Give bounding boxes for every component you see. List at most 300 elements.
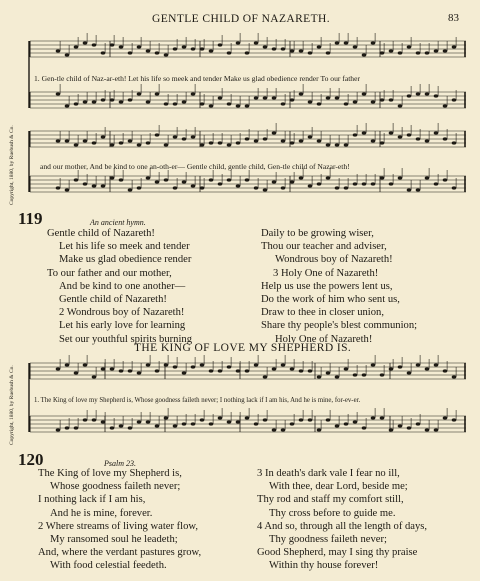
verse-line: 3 In death's dark vale I fear no ill, xyxy=(257,468,400,479)
note-head xyxy=(371,139,376,142)
note-head xyxy=(353,133,358,136)
note-head xyxy=(254,41,259,44)
verse-line: Make us glad obedience render xyxy=(59,254,192,266)
note-head xyxy=(362,373,367,376)
note-head xyxy=(209,49,214,52)
note-head xyxy=(344,41,349,44)
note-head xyxy=(353,420,358,423)
note-head xyxy=(56,139,61,142)
note-head xyxy=(83,182,88,185)
verse-line: With thee, dear Lord, beside me; xyxy=(269,481,408,493)
note-head xyxy=(173,365,178,368)
note-head xyxy=(173,135,178,138)
note-head xyxy=(182,100,187,103)
note-head xyxy=(398,424,403,427)
note-head xyxy=(191,184,196,187)
note-head xyxy=(317,428,322,431)
note-head xyxy=(83,100,88,103)
note-head xyxy=(236,420,241,423)
note-head xyxy=(65,104,70,107)
note-head xyxy=(299,92,304,95)
lyric-line-119-2: and our mother, And be kind to one an-oth-er— Gentle child, gentle child, Gen-tle child of Nazar-eth! xyxy=(40,162,350,171)
note-head xyxy=(335,186,340,189)
note-head xyxy=(407,45,412,48)
note-head xyxy=(425,51,430,54)
note-head xyxy=(65,139,70,142)
verse-line: Set our youthful spirits burning xyxy=(59,333,193,345)
note-head xyxy=(83,418,88,421)
note-head xyxy=(218,182,223,185)
note-head xyxy=(110,98,115,101)
verse-line: My ransomed soul he leadeth; xyxy=(50,534,178,546)
note-head xyxy=(164,416,169,419)
note-head xyxy=(326,176,331,179)
verse-column-119-left xyxy=(47,227,192,346)
note-head xyxy=(164,363,169,366)
note-head xyxy=(164,53,169,56)
note-head xyxy=(308,184,313,187)
note-head xyxy=(218,96,223,99)
note-head xyxy=(398,51,403,54)
note-head xyxy=(335,375,340,378)
verse-column-120-left xyxy=(38,467,201,573)
note-head xyxy=(425,367,430,370)
note-head xyxy=(110,426,115,429)
note-head xyxy=(137,92,142,95)
verse-line: Gentle child of Nazareth! xyxy=(59,294,167,306)
song-title-120: THE KING OF LOVE MY SHEPHERD IS. xyxy=(134,342,352,354)
verse-line: 2 Wondrous boy of Nazareth! xyxy=(59,307,185,319)
note-head xyxy=(110,43,115,46)
note-head xyxy=(245,137,250,140)
page-number: 83 xyxy=(448,12,459,24)
note-head xyxy=(155,92,160,95)
note-head xyxy=(200,47,205,50)
note-head xyxy=(119,424,124,427)
note-head xyxy=(398,135,403,138)
note-head xyxy=(119,100,124,103)
verse-line: Do the work of him who sent us, xyxy=(261,294,400,306)
note-head xyxy=(389,49,394,52)
note-head xyxy=(407,94,412,97)
note-head xyxy=(425,176,430,179)
note-head xyxy=(263,188,268,191)
note-head xyxy=(344,422,349,425)
note-head xyxy=(92,418,97,421)
note-head xyxy=(272,367,277,370)
note-head xyxy=(290,367,295,370)
note-head xyxy=(65,426,70,429)
note-head xyxy=(200,143,205,146)
note-head xyxy=(74,45,79,48)
note-head xyxy=(389,131,394,134)
note-head xyxy=(362,426,367,429)
note-head xyxy=(335,41,340,44)
note-head xyxy=(218,369,223,372)
note-head xyxy=(326,143,331,146)
note-head xyxy=(344,143,349,146)
note-head xyxy=(416,422,421,425)
note-head xyxy=(263,137,268,140)
note-head xyxy=(101,367,106,370)
verse-line: I nothing lack if I am his, xyxy=(38,494,146,506)
note-head xyxy=(290,422,295,425)
note-head xyxy=(407,426,412,429)
note-head xyxy=(227,365,232,368)
note-head xyxy=(182,422,187,425)
note-head xyxy=(272,428,277,431)
note-head xyxy=(272,131,277,134)
note-head xyxy=(155,51,160,54)
note-head xyxy=(425,92,430,95)
note-head xyxy=(92,141,97,144)
note-head xyxy=(353,182,358,185)
note-head xyxy=(317,182,322,185)
note-head xyxy=(146,100,151,103)
note-head xyxy=(353,373,358,376)
verse-line: Help us use the powers lent us, xyxy=(261,280,393,292)
note-head xyxy=(281,428,286,431)
note-head xyxy=(434,363,439,366)
note-head xyxy=(119,178,124,181)
note-head xyxy=(128,369,133,372)
note-head xyxy=(245,178,250,181)
note-head xyxy=(119,45,124,48)
verse-line: Let his life so meek and tender xyxy=(59,241,190,253)
note-head xyxy=(443,416,448,419)
note-head xyxy=(101,98,106,101)
verse-line: 2 Where streams of living water flow, xyxy=(38,520,199,532)
note-head xyxy=(407,133,412,136)
note-head xyxy=(443,178,448,181)
note-head xyxy=(137,143,142,146)
note-head xyxy=(281,102,286,105)
note-head xyxy=(335,424,340,427)
note-head xyxy=(173,102,178,105)
note-head xyxy=(452,45,457,48)
note-head xyxy=(254,422,259,425)
note-head xyxy=(182,180,187,183)
note-head xyxy=(308,135,313,138)
note-head xyxy=(452,186,457,189)
verse-line: 3 Holy One of Nazareth! xyxy=(273,267,379,279)
note-head xyxy=(416,188,421,191)
note-head xyxy=(344,186,349,189)
note-head xyxy=(191,135,196,138)
note-head xyxy=(209,178,214,181)
note-head xyxy=(389,182,394,185)
note-head xyxy=(389,367,394,370)
note-head xyxy=(209,422,214,425)
note-head xyxy=(128,188,133,191)
note-head xyxy=(443,49,448,52)
note-head xyxy=(137,186,142,189)
verse-line: Thy cross before to guide me. xyxy=(269,507,396,519)
note-head xyxy=(227,420,232,423)
note-head xyxy=(155,180,160,183)
note-head xyxy=(200,102,205,105)
note-head xyxy=(452,418,457,421)
verse-line: Draw to thee in closer union, xyxy=(261,307,384,319)
note-head xyxy=(290,180,295,183)
note-head xyxy=(65,363,70,366)
note-head xyxy=(254,363,259,366)
verse-line: Thou our teacher and adviser, xyxy=(261,241,387,253)
note-head xyxy=(137,45,142,48)
note-head xyxy=(74,178,79,181)
note-head xyxy=(155,424,160,427)
note-head xyxy=(83,41,88,44)
note-head xyxy=(299,418,304,421)
note-head xyxy=(119,369,124,372)
note-head xyxy=(281,47,286,50)
note-head xyxy=(245,51,250,54)
note-head xyxy=(56,49,61,52)
note-head xyxy=(407,188,412,191)
note-head xyxy=(263,375,268,378)
note-head xyxy=(191,365,196,368)
note-head xyxy=(353,100,358,103)
verse-line: Wondrous boy of Nazareth! xyxy=(275,254,393,266)
note-head xyxy=(137,371,142,374)
hymn-attribution-119: An ancient hymn. xyxy=(90,218,146,227)
note-head xyxy=(137,420,142,423)
note-head xyxy=(371,363,376,366)
note-head xyxy=(200,363,205,366)
note-head xyxy=(416,137,421,140)
note-head xyxy=(308,100,313,103)
note-head xyxy=(290,141,295,144)
note-head xyxy=(362,182,367,185)
note-head xyxy=(317,139,322,142)
note-head xyxy=(218,141,223,144)
note-head xyxy=(425,139,430,142)
note-head xyxy=(362,53,367,56)
note-head xyxy=(56,186,61,189)
verse-line: Share thy people's blest communion; xyxy=(261,320,418,332)
note-head xyxy=(263,418,268,421)
verse-line: Thy rod and staff my comfort still, xyxy=(257,494,404,506)
note-head xyxy=(191,47,196,50)
verse-line: With food celestial feedeth. xyxy=(50,560,167,572)
note-head xyxy=(146,420,151,423)
note-head xyxy=(101,184,106,187)
hymn-number-119: 119 xyxy=(18,209,43,228)
song-title-119: GENTLE CHILD OF NAZARETH. xyxy=(152,13,331,25)
note-head xyxy=(299,369,304,372)
note-head xyxy=(362,92,367,95)
note-head xyxy=(110,367,115,370)
note-head xyxy=(263,96,268,99)
note-head xyxy=(308,51,313,54)
note-head xyxy=(173,186,178,189)
note-head xyxy=(92,375,97,378)
lyric-line-119-1: 1. Gen-tle child of Naz-ar-eth! Let his life so meek and tender Make us glad obedience render To our father xyxy=(34,74,360,83)
note-head xyxy=(101,135,106,138)
note-head xyxy=(164,178,169,181)
note-head xyxy=(83,363,88,366)
note-head xyxy=(65,53,70,56)
note-head xyxy=(443,137,448,140)
note-head xyxy=(236,104,241,107)
note-head xyxy=(164,102,169,105)
verse-line: And be kind to one another— xyxy=(59,280,186,292)
note-head xyxy=(209,369,214,372)
verse-line: Holy One of Nazareth! xyxy=(275,333,373,345)
note-head xyxy=(254,96,259,99)
note-head xyxy=(434,94,439,97)
note-head xyxy=(407,371,412,374)
note-head xyxy=(335,143,340,146)
note-head xyxy=(416,92,421,95)
copyright-notice-120: Copyright, 1880, by Ruebush & Co. xyxy=(9,365,15,445)
note-head xyxy=(56,428,61,431)
note-head xyxy=(398,104,403,107)
hymn-attribution-120: Psalm 23. xyxy=(104,459,136,468)
note-head xyxy=(380,98,385,101)
note-head xyxy=(227,178,232,181)
note-head xyxy=(182,45,187,48)
note-head xyxy=(128,139,133,142)
note-head xyxy=(317,102,322,105)
note-head xyxy=(173,424,178,427)
verse-line: Daily to be growing wiser, xyxy=(261,228,374,239)
note-head xyxy=(155,369,160,372)
note-head xyxy=(281,139,286,142)
note-head xyxy=(434,428,439,431)
note-head xyxy=(146,49,151,52)
copyright-notice-119: Copyright, 1880, by Ruebush & Co. xyxy=(9,125,15,205)
note-head xyxy=(308,369,313,372)
note-head xyxy=(380,141,385,144)
note-head xyxy=(74,143,79,146)
note-head xyxy=(128,426,133,429)
note-head xyxy=(227,143,232,146)
verse-line: The King of love my Shepherd is, xyxy=(38,468,182,479)
note-head xyxy=(326,51,331,54)
note-head xyxy=(173,47,178,50)
note-head xyxy=(443,369,448,372)
note-head xyxy=(245,369,250,372)
verse-line: 4 And so, through all the length of days, xyxy=(257,520,428,532)
note-head xyxy=(272,180,277,183)
note-head xyxy=(236,369,241,372)
verse-line: Let his early love for learning xyxy=(59,320,186,332)
note-head xyxy=(74,371,79,374)
note-head xyxy=(227,51,232,54)
verse-column-120-right xyxy=(257,467,427,573)
note-head xyxy=(56,367,61,370)
verse-line: Gentle child of Nazareth! xyxy=(47,228,155,239)
verse-line: To our father and our mother, xyxy=(47,267,172,279)
note-head xyxy=(110,176,115,179)
note-head xyxy=(200,186,205,189)
note-head xyxy=(317,45,322,48)
note-head xyxy=(191,92,196,95)
note-head xyxy=(245,416,250,419)
note-head xyxy=(434,182,439,185)
note-head xyxy=(254,186,259,189)
note-head xyxy=(452,141,457,144)
note-head xyxy=(326,371,331,374)
verse-line: Whose goodness faileth never; xyxy=(50,481,181,493)
note-head xyxy=(227,102,232,105)
note-head xyxy=(380,176,385,179)
note-head xyxy=(272,96,277,99)
note-head xyxy=(299,176,304,179)
note-head xyxy=(434,49,439,52)
note-head xyxy=(218,416,223,419)
note-head xyxy=(101,51,106,54)
note-head xyxy=(65,188,70,191)
note-head xyxy=(425,428,430,431)
note-head xyxy=(326,96,331,99)
note-head xyxy=(236,184,241,187)
note-head xyxy=(263,45,268,48)
note-head xyxy=(83,139,88,142)
verse-line: Within thy house forever! xyxy=(269,560,379,572)
note-head xyxy=(92,43,97,46)
note-head xyxy=(371,100,376,103)
note-head xyxy=(317,375,322,378)
note-head xyxy=(290,98,295,101)
note-head xyxy=(146,176,151,179)
note-head xyxy=(344,102,349,105)
verse-line: And he is mine, forever. xyxy=(50,507,153,519)
note-head xyxy=(209,104,214,107)
note-head xyxy=(380,51,385,54)
note-head xyxy=(353,45,358,48)
note-head xyxy=(164,143,169,146)
note-head xyxy=(191,422,196,425)
note-head xyxy=(452,375,457,378)
note-head xyxy=(110,143,115,146)
note-head xyxy=(155,133,160,136)
note-head xyxy=(56,92,61,95)
note-head xyxy=(344,367,349,370)
verse-line: Thy goodness faileth never; xyxy=(269,534,387,546)
note-head xyxy=(380,416,385,419)
note-head xyxy=(272,47,277,50)
note-head xyxy=(398,365,403,368)
note-head xyxy=(362,131,367,134)
note-head xyxy=(74,102,79,105)
note-head xyxy=(281,186,286,189)
note-head xyxy=(389,428,394,431)
note-head xyxy=(389,98,394,101)
note-head xyxy=(92,184,97,187)
note-head xyxy=(128,51,133,54)
note-head xyxy=(443,104,448,107)
note-head xyxy=(380,373,385,376)
note-head xyxy=(218,43,223,46)
note-head xyxy=(92,100,97,103)
note-head xyxy=(101,420,106,423)
note-head xyxy=(335,96,340,99)
note-head xyxy=(209,141,214,144)
note-head xyxy=(371,182,376,185)
note-head xyxy=(281,363,286,366)
note-head xyxy=(371,416,376,419)
note-head xyxy=(128,98,133,101)
note-head xyxy=(245,104,250,107)
note-head xyxy=(254,139,259,142)
note-head xyxy=(236,141,241,144)
note-head xyxy=(182,371,187,374)
note-head xyxy=(326,418,331,421)
note-head xyxy=(416,363,421,366)
note-head xyxy=(371,41,376,44)
